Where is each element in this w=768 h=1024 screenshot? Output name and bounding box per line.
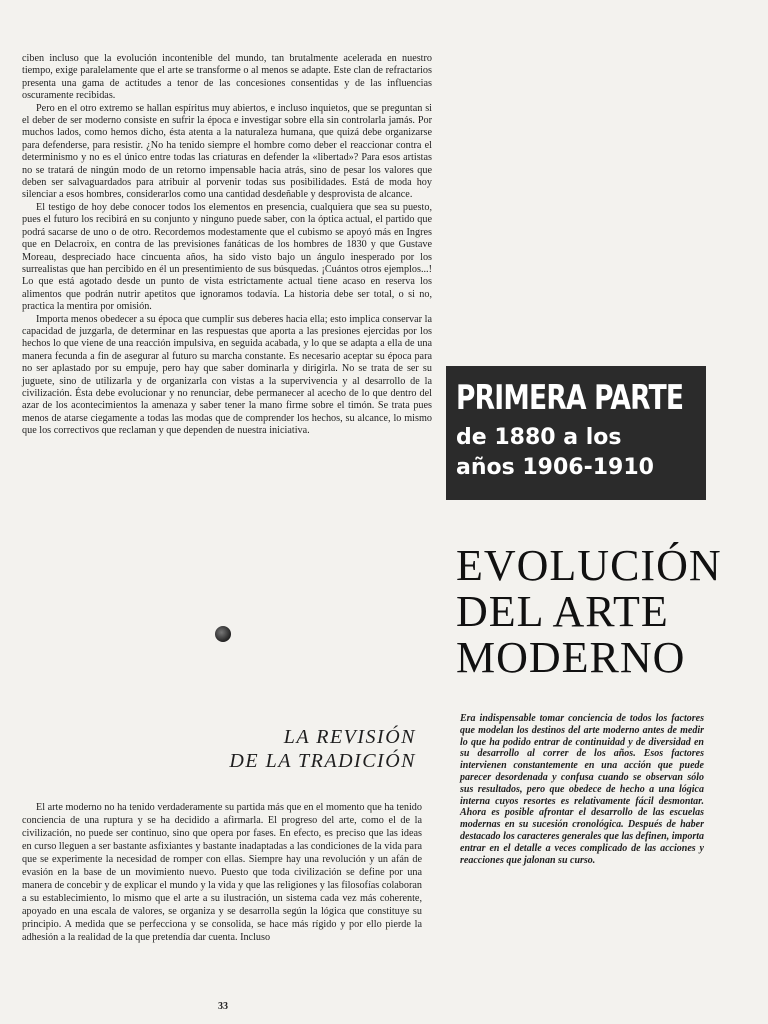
paragraph: El testigo de hoy debe conocer todos los elementos en presencia, cualquiera que sea su puesto, pues el futuro los recibirá en su conjunto y ninguno puede saber, con la óptica actual, el partido que podrá sacarse de uno o de otro. Recordemos modestamente que el cubismo se apoyó más en Ingres que en Delacroix, en contra de las previsiones fanáticas de los hombres de 1830 y que Gustave Moreau, despreciado hace cincuenta años, ha sido visto bajo un ángulo inesperado por los surrealistas que han percibido en él un presentimiento de sus búsquedas. ¡Cuántos otros ejemplos...! Lo que está agotado desde un punto de vista estrictamente actual tiene acaso en reserva los alimentos que podrán nutrir apetitos que ignoramos todavía. La historia debe ser total, o si no, practica la mentira por omisión. bbox=[22, 201, 432, 313]
paragraph: El arte moderno no ha tenido verdaderamente su partida más que en el momento que ha tenido conciencia de una ruptura y se ha decidido a afirmarla. El progreso del arte, como el de la civilización, no puede ser continuo, sino que opera por fases. En efecto, es preciso que las ideas en curso lleguen a ser bastante asfixiantes y bastante inadaptadas a las condiciones de la vida para que se experimente la necesidad de romper con ellas. Siempre hay una revolución y un afán de evasión en la base de un movimiento nuevo. Puesto que toda civilización se define por una manera de concebir y de explicar el mundo y la vida y que las religiones y las filosofías colaboran a su establecimiento, lo mismo que el arte a su ilustración, un sistema cada vez más coherente, apoyado en una escala de valores, se organiza y se desarrolla según la lógica que constituye su principio. A medida que se perfecciona y se consolida, se hace más rígido y por ello pierde la adhesión a la realidad de la que pretendía dar cuenta. Incluso bbox=[22, 802, 422, 943]
chapter-title bbox=[456, 543, 756, 681]
page-number: 33 bbox=[218, 1001, 228, 1012]
section-title-line: LA REVISIÓN bbox=[283, 726, 416, 748]
chapter-title-line: MODERNO bbox=[456, 633, 686, 682]
bullet-ornament-icon bbox=[215, 626, 231, 642]
part-subtitle-line2: años 1906-1910 bbox=[456, 455, 654, 480]
chapter-title-line: DEL ARTE bbox=[456, 587, 669, 636]
top-text-column bbox=[22, 53, 432, 438]
part-subtitle-line1: de 1880 a los bbox=[456, 425, 622, 450]
paragraph: Importa menos obedecer a su época que cumplir sus deberes hacia ella; esto implica conservar la capacidad de juzgarla, de determinar en las respuestas que aporta a las presiones ejercidas por los hechos lo que viene de una reacción impulsiva, en seguida acabada, y lo que se adapta a ella de una manera fecunda a fin de asegurar al futuro su marcha constante. Es necesario aceptar su época para no ser aplastado por su empuje, pero hay que saber dominarla y dirigirla. No se trata de ser su juguete, sino de utilizarla y de organizarla con vistas a la supervivencia y al desarrollo de la civilización. Ésta debe evolucionar y no renunciar, debe permanecer al acecho de lo que dentro del azar de los acontecimientos la amenaza y saber tener la mano firme sobre el timón. Se trata pues menos de atarse ciegamente a todas las modas que de comprender los hechos, su alcance, lo mismo que los correctivos que reclaman y que dependen de nuestra iniciativa. bbox=[22, 313, 432, 437]
body-text-column bbox=[22, 801, 422, 944]
section-title bbox=[180, 725, 416, 773]
section-title-line: DE LA TRADICIÓN bbox=[229, 750, 416, 772]
part-banner bbox=[446, 366, 706, 500]
part-title: PRIMERA PARTE bbox=[456, 378, 684, 418]
intro-text: Era indispensable tomar conciencia de todos los factores que modelan los destinos del arte moderno antes de medir lo que ha podido entrar de continuidad y de diversidad en su desarrollo al correr de los años. Esos factores intervienen constantemente en una acción que puede parecer desordenada y confusa cuando se observan sólo sus resultados, pero que obedece de hecho a una lógica interna cuyos resortes es relativamente fácil desmontar. Ahora es posible afrontar el desarrollo de las escuelas modernas en su sucesión cronológica. Después de haber destacado los caracteres generales que las definen, importa entrar en el detalle a veces complicado de las acciones y reacciones que jalonan su curso. bbox=[460, 713, 704, 866]
paragraph: Pero en el otro extremo se hallan espíritus muy abiertos, e incluso inquietos, que se preguntan si el deber de ser moderno consiste en sufrir la época e investigar sobre ella sin controlarla jamás. Por muchos lados, como hemos dicho, ésta atenta a la naturaleza humana, que quizá debe organizarse para defenderse, para resistir. ¿No ha tenido siempre el hombre como deber el reaccionar contra el determinismo y no es el único entre todas las criaturas en defender la «libertad»? Para esos artistas no se tratará de ningún modo de un retorno impensable hacia atrás, sino de pesar los valores que deben ser salvaguardados para atribuir al porvenir todas sus posibilidades. Está de moda hoy silenciar a esos hombres, considerarlos como una cantidad desdeñable y desprovista de alcance. bbox=[22, 102, 432, 201]
paragraph: ciben incluso que la evolución incontenible del mundo, tan brutalmente acelerada en nuestro tiempo, exige paralelamente que el arte se transforme o al menos se adapte. Este clan de refractarios presenta una gama de actitudes a tenor de las concesiones consentidas y de las influencias oscuramente recibidas. bbox=[22, 53, 432, 102]
chapter-title-line: EVOLUCIÓN bbox=[456, 541, 722, 590]
